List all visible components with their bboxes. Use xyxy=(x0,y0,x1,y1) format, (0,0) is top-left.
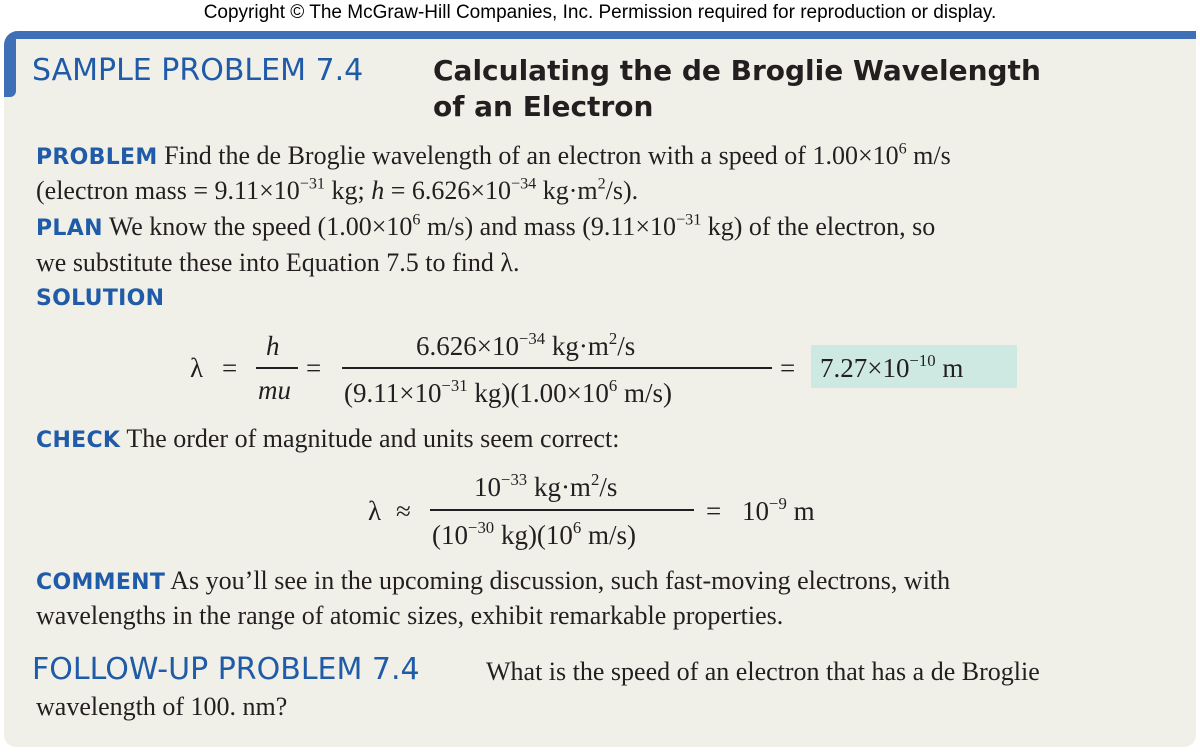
problem-text-2a: (electron mass = 9.11×10 xyxy=(36,176,300,205)
solution-result xyxy=(820,352,963,384)
panel-top-accent-bar xyxy=(4,31,1196,39)
solution-den-exp2: 6 xyxy=(608,376,618,396)
followup-line-2: wavelength of 100. nm? xyxy=(36,692,288,721)
plan-exp-2: −31 xyxy=(676,211,702,229)
solution-mu: mu xyxy=(258,375,291,405)
plan-text-1b: m/s) and mass (9.11×10 xyxy=(420,212,677,241)
check-den-exp2: 6 xyxy=(572,518,582,538)
copyright-notice: Copyright © The McGraw-Hill Companies, Inc. Permission required for reproduction or display. xyxy=(203,2,997,23)
plan-text-1a: We know the speed (1.00×10 xyxy=(108,212,413,241)
problem-planck-symbol: h xyxy=(371,176,385,205)
comment-keyword: COMMENT xyxy=(36,570,166,595)
problem-exp-2c: 2 xyxy=(597,175,606,193)
sample-problem-title-line1: Calculating the de Broglie Wavelength xyxy=(433,54,1041,87)
check-denominator xyxy=(432,519,636,551)
check-result-b: m xyxy=(786,496,815,526)
solution-h: h xyxy=(266,331,280,361)
solution-fraction-bar-2 xyxy=(342,367,772,369)
check-result xyxy=(742,495,815,527)
plan-line-2: we substitute these into Equation 7.5 to find λ. xyxy=(36,248,520,277)
problem-text-1b: m/s xyxy=(906,141,951,170)
check-num-exp: −33 xyxy=(501,470,528,490)
solution-num-exp2: 2 xyxy=(608,329,618,349)
problem-keyword: PROBLEM xyxy=(36,145,158,170)
problem-text-2d: kg·m xyxy=(536,176,598,205)
solution-denominator xyxy=(344,377,672,409)
solution-result-exp: −10 xyxy=(909,351,936,371)
problem-line-2 xyxy=(36,174,638,208)
check-numerator xyxy=(474,471,617,503)
check-num-b: kg·m xyxy=(527,472,591,502)
problem-text-2c: = 6.626×10 xyxy=(384,176,512,205)
check-den-exp1: −30 xyxy=(468,518,495,538)
sample-problem-title-line2: of an Electron xyxy=(433,90,654,123)
solution-result-a: 7.27×10 xyxy=(820,353,910,383)
plan-keyword: PLAN xyxy=(36,216,103,241)
solution-numerator xyxy=(416,330,635,362)
check-line xyxy=(36,422,619,458)
problem-text-1a: Find the de Broglie wavelength of an electron with a speed of 1.00×10 xyxy=(164,141,899,170)
plan-line-1 xyxy=(36,210,935,246)
comment-text-1: As you’ll see in the upcoming discussion, such fast-moving electrons, with xyxy=(170,566,951,595)
comment-line-2: wavelengths in the range of atomic sizes, exhibit remarkable properties. xyxy=(36,601,784,630)
check-result-exp: −9 xyxy=(769,494,787,514)
solution-num-c: /s xyxy=(617,331,636,361)
followup-label: FOLLOW-UP PROBLEM 7.4 xyxy=(32,652,420,687)
panel-side-accent-bar xyxy=(4,31,16,97)
problem-line-1 xyxy=(36,139,951,175)
solution-den-b: kg)(1.00×10 xyxy=(467,378,609,408)
solution-den-a: (9.11×10 xyxy=(344,378,442,408)
solution-equals-2: = xyxy=(306,353,322,383)
check-equals: = xyxy=(706,496,722,526)
check-text: The order of magnitude and units seem correct: xyxy=(126,424,620,453)
problem-exp-2a: −31 xyxy=(299,175,325,193)
check-num-exp2: 2 xyxy=(590,470,600,490)
check-num-c: /s xyxy=(599,472,618,502)
check-approx: ≈ xyxy=(396,496,411,526)
solution-num-b: kg·m xyxy=(545,331,609,361)
check-result-a: 10 xyxy=(742,496,769,526)
check-den-c: m/s) xyxy=(581,520,637,550)
check-fraction-bar xyxy=(430,509,694,511)
solution-fraction-bar-1 xyxy=(256,367,298,369)
solution-equals-3: = xyxy=(780,353,796,383)
problem-text-2b: kg; xyxy=(324,176,372,205)
sample-problem-label: SAMPLE PROBLEM 7.4 xyxy=(32,53,364,88)
solution-num-a: 6.626×10 xyxy=(416,331,519,361)
comment-line-1 xyxy=(36,564,950,600)
problem-exp-2b: −34 xyxy=(511,175,537,193)
solution-lambda: λ xyxy=(190,353,204,383)
check-den-a: (10 xyxy=(432,520,468,550)
solution-keyword: SOLUTION xyxy=(36,286,165,311)
solution-den-c: m/s) xyxy=(617,378,673,408)
solution-num-exp: −34 xyxy=(518,329,546,349)
solution-result-b: m xyxy=(935,353,964,383)
followup-line-1: What is the speed of an electron that has a de Broglie xyxy=(486,657,1040,686)
problem-exp-1: 6 xyxy=(898,140,907,158)
check-lambda: λ xyxy=(368,496,382,526)
problem-text-2e: /s). xyxy=(605,176,639,205)
check-den-b: kg)(10 xyxy=(494,520,573,550)
solution-den-exp1: −31 xyxy=(441,376,468,396)
plan-exp-1: 6 xyxy=(412,211,421,229)
solution-equals-1: = xyxy=(222,353,238,383)
plan-text-1c: kg) of the electron, so xyxy=(701,212,936,241)
check-num-a: 10 xyxy=(474,472,501,502)
check-keyword: CHECK xyxy=(36,428,121,453)
